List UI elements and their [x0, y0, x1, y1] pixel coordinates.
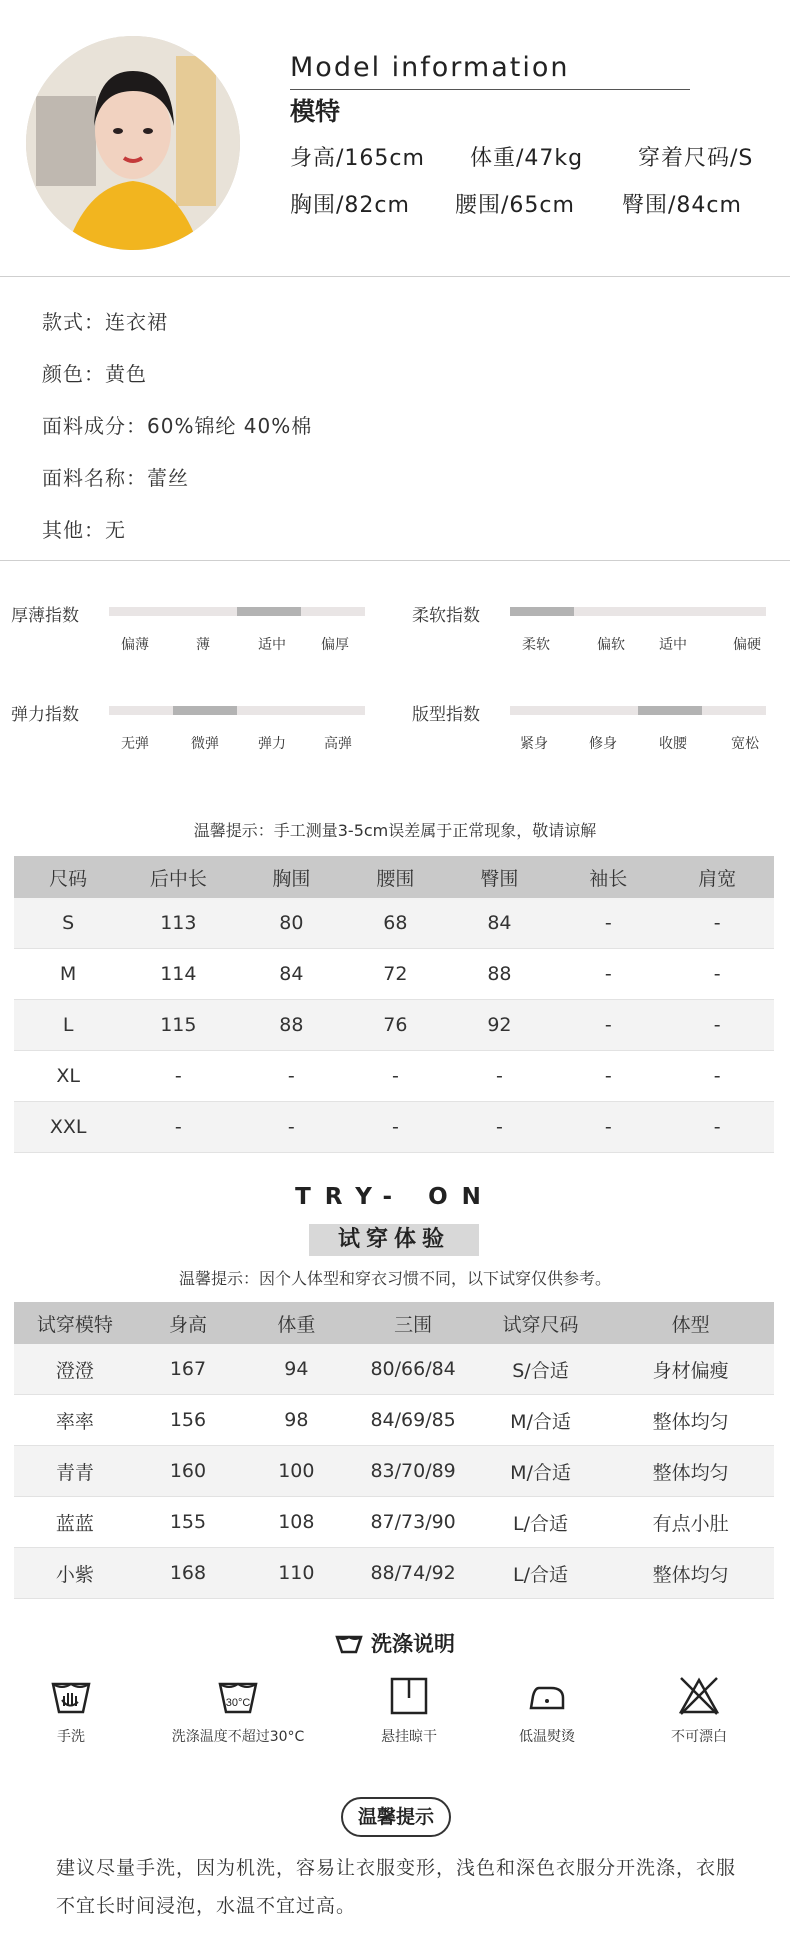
table-cell: 88 — [234, 1000, 348, 1051]
table-cell: - — [443, 1051, 557, 1102]
thickness-index-bar — [109, 607, 365, 616]
wash-30-icon — [163, 1676, 313, 1720]
table-cell: M/合适 — [474, 1395, 608, 1446]
tip-text: 建议尽量手洗，因为机洗，容易让衣服变形，浅色和深色衣服分开洗涤，衣服不宜长时间浸泡，水温不宜过高。 — [56, 1857, 737, 1917]
tip-badge: 温馨提示 — [341, 1797, 451, 1837]
table-cell: - — [660, 949, 774, 1000]
table-cell: 113 — [122, 898, 234, 949]
index-tick: 收腰 — [659, 736, 687, 752]
index-tick: 宽松 — [731, 736, 759, 752]
table-cell: - — [348, 1051, 442, 1102]
table-header-cell: 体型 — [607, 1302, 774, 1344]
index-tick: 柔软 — [522, 637, 550, 653]
table-row — [14, 1395, 774, 1446]
table-cell: 68 — [348, 898, 442, 949]
hand-wash-icon — [0, 1676, 146, 1720]
table-cell: - — [443, 1102, 557, 1153]
wash-label: 低温熨烫 — [519, 1729, 575, 1745]
table-cell: - — [556, 1102, 660, 1153]
table-cell: 114 — [122, 949, 234, 1000]
attr-color: 颜色：黄色 — [42, 362, 147, 386]
index-tick: 适中 — [258, 637, 286, 653]
fit-index-bar — [510, 706, 766, 715]
table-header-cell: 腰围 — [348, 856, 442, 898]
table-cell: M/合适 — [474, 1446, 608, 1497]
table-row — [14, 1497, 774, 1548]
table-cell: 110 — [240, 1548, 352, 1599]
index-tick: 偏软 — [597, 637, 625, 653]
index-tick: 紧身 — [520, 736, 548, 752]
table-cell: M — [14, 949, 122, 1000]
table-header-cell: 尺码 — [14, 856, 122, 898]
table-row — [14, 1344, 774, 1395]
table-cell: 率率 — [14, 1395, 136, 1446]
index-tick: 无弹 — [121, 736, 149, 752]
index-tick: 薄 — [196, 637, 210, 653]
model-size: 穿着尺码/S — [638, 146, 754, 171]
index-tick: 适中 — [659, 637, 687, 653]
table-header-cell: 身高 — [136, 1302, 240, 1344]
table-cell: - — [556, 949, 660, 1000]
table-cell: - — [660, 1000, 774, 1051]
index-tick: 微弹 — [191, 736, 219, 752]
wash-item — [472, 1676, 622, 1746]
table-cell: S — [14, 898, 122, 949]
table-header-cell: 三围 — [353, 1302, 474, 1344]
attr-other: 其他：无 — [42, 518, 126, 542]
table-cell: 蓝蓝 — [14, 1497, 136, 1548]
low-iron-icon — [472, 1676, 622, 1720]
table-row — [14, 898, 774, 949]
table-cell: 83/70/89 — [353, 1446, 474, 1497]
index-tick: 偏薄 — [121, 637, 149, 653]
wash-title — [0, 1628, 790, 1660]
table-cell: L — [14, 1000, 122, 1051]
table-cell: 84 — [443, 898, 557, 949]
wash-label: 手洗 — [57, 1729, 85, 1745]
table-cell: 80 — [234, 898, 348, 949]
hang-dry-icon — [334, 1676, 484, 1720]
table-row — [14, 1051, 774, 1102]
table-row — [14, 949, 774, 1000]
table-cell: L/合适 — [474, 1548, 608, 1599]
wash-label: 洗涤温度不超过30°C — [171, 1729, 305, 1745]
table-cell: - — [660, 1051, 774, 1102]
wash-title-text: 洗涤说明 — [371, 1632, 455, 1656]
table-header-cell: 试穿尺码 — [474, 1302, 608, 1344]
section-divider — [0, 560, 790, 561]
table-cell: 87/73/90 — [353, 1497, 474, 1548]
table-cell: S/合适 — [474, 1344, 608, 1395]
model-height: 身高/165cm — [290, 146, 425, 171]
table-cell: 168 — [136, 1548, 240, 1599]
model-hip: 臀围/84cm — [622, 193, 742, 218]
table-cell: - — [122, 1051, 234, 1102]
table-cell: 84/69/85 — [353, 1395, 474, 1446]
table-cell: - — [348, 1102, 442, 1153]
index-tick: 偏硬 — [733, 637, 761, 653]
table-cell: 100 — [240, 1446, 352, 1497]
wash-label: 悬挂晾干 — [381, 1729, 437, 1745]
table-cell: 76 — [348, 1000, 442, 1051]
no-bleach-icon — [624, 1676, 774, 1720]
table-cell: - — [234, 1102, 348, 1153]
table-cell: - — [660, 898, 774, 949]
table-header-cell: 袖长 — [556, 856, 660, 898]
section-divider — [0, 276, 790, 277]
table-cell: - — [556, 1000, 660, 1051]
size-table — [14, 856, 774, 1153]
softness-index-label: 柔软指数 — [412, 606, 480, 626]
table-cell: 小紫 — [14, 1548, 136, 1599]
table-cell: - — [660, 1102, 774, 1153]
table-cell: 94 — [240, 1344, 352, 1395]
tryon-title: TRY- ON — [295, 1184, 495, 1210]
attr-composition: 面料成分：60%锦纶 40%棉 — [42, 414, 313, 438]
table-row — [14, 1000, 774, 1051]
table-cell: L/合适 — [474, 1497, 608, 1548]
table-cell: - — [556, 1051, 660, 1102]
wash-item — [0, 1676, 146, 1746]
table-row — [14, 1548, 774, 1599]
table-header-cell: 胸围 — [234, 856, 348, 898]
wash-item — [163, 1676, 313, 1746]
model-info-subtitle: 模特 — [290, 97, 341, 126]
attr-style: 款式：连衣裙 — [42, 310, 168, 334]
table-cell: 108 — [240, 1497, 352, 1548]
table-cell: 青青 — [14, 1446, 136, 1497]
index-tick: 修身 — [589, 736, 617, 752]
table-cell: 155 — [136, 1497, 240, 1548]
table-cell: 88 — [443, 949, 557, 1000]
table-row — [14, 1102, 774, 1153]
table-cell: 92 — [443, 1000, 557, 1051]
wash-item — [624, 1676, 774, 1746]
table-cell: XXL — [14, 1102, 122, 1153]
index-tick: 高弹 — [324, 736, 352, 752]
table-cell: - — [122, 1102, 234, 1153]
attr-fabric: 面料名称：蕾丝 — [42, 466, 189, 490]
table-header-cell: 试穿模特 — [14, 1302, 136, 1344]
table-cell: 80/66/84 — [353, 1344, 474, 1395]
table-cell: 整体均匀 — [607, 1395, 774, 1446]
table-cell: 167 — [136, 1344, 240, 1395]
fit-index-label: 版型指数 — [412, 705, 480, 725]
table-cell: 有点小肚 — [607, 1497, 774, 1548]
wash-item — [334, 1676, 484, 1746]
softness-index-bar — [510, 607, 766, 616]
basin-icon — [335, 1633, 363, 1660]
table-cell: 84 — [234, 949, 348, 1000]
title-divider — [290, 89, 690, 90]
index-tick: 弹力 — [258, 736, 286, 752]
tryon-table — [14, 1302, 774, 1599]
model-photo — [26, 36, 240, 250]
table-cell: 72 — [348, 949, 442, 1000]
table-cell: 澄澄 — [14, 1344, 136, 1395]
model-weight: 体重/47kg — [470, 146, 584, 171]
table-cell: XL — [14, 1051, 122, 1102]
size-note: 温馨提示：手工测量3-5cm误差属于正常现象，敬请谅解 — [193, 821, 597, 840]
table-header-cell: 肩宽 — [660, 856, 774, 898]
table-cell: - — [556, 898, 660, 949]
table-cell: 160 — [136, 1446, 240, 1497]
table-cell: - — [234, 1051, 348, 1102]
wash-label: 不可漂白 — [671, 1729, 727, 1745]
table-cell: 98 — [240, 1395, 352, 1446]
thickness-index-label: 厚薄指数 — [11, 606, 79, 626]
table-cell: 115 — [122, 1000, 234, 1051]
table-header-cell: 体重 — [240, 1302, 352, 1344]
model-waist: 腰围/65cm — [455, 193, 575, 218]
tryon-subtitle: 试穿体验 — [337, 1227, 450, 1252]
elasticity-index-label: 弹力指数 — [11, 705, 79, 725]
model-info-title: Model information — [290, 52, 570, 83]
model-bust: 胸围/82cm — [290, 193, 410, 218]
table-row — [14, 1446, 774, 1497]
table-cell: 身材偏瘦 — [607, 1344, 774, 1395]
elasticity-index-bar — [109, 706, 365, 715]
table-cell: 整体均匀 — [607, 1446, 774, 1497]
table-cell: 整体均匀 — [607, 1548, 774, 1599]
tryon-note: 温馨提示：因个人体型和穿衣习惯不同，以下试穿仅供参考。 — [178, 1269, 611, 1288]
table-cell: 156 — [136, 1395, 240, 1446]
table-cell: 88/74/92 — [353, 1548, 474, 1599]
table-header-cell: 后中长 — [122, 856, 234, 898]
index-tick: 偏厚 — [321, 637, 349, 653]
wash-temp-text: 30°C — [225, 1697, 251, 1709]
table-header-cell: 臀围 — [443, 856, 557, 898]
